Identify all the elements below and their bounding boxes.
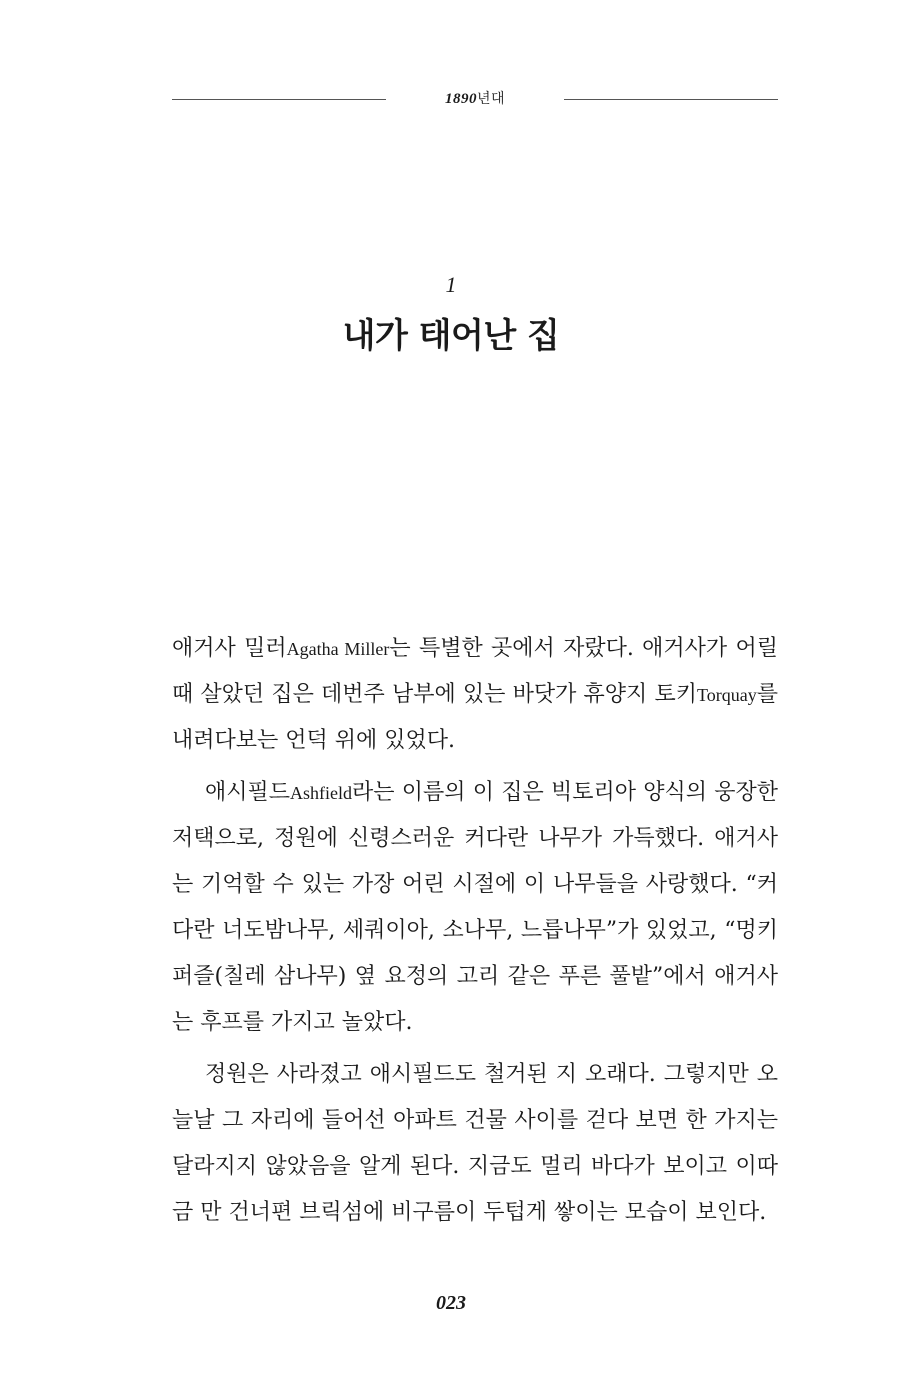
p2-text-c: 라는 이름의 이 집은 빅토리아 양식의 웅장한 저택으로, 정원에 신령스러운 커다란 나무가 가득했다. 애거사는 기억할 수 있는 가장 어린 시절에 이 나무들을 사랑했다. “커다란 너도밤나무, 세쿼이아, 소나무, 느릅나무”가 있었고, “멍키 퍼즐(칠레 삼나무) 옆 요정의 고리 같은 푸른 풀밭”에서 애거사는 후프를 가지고 놀았다. <box>172 780 778 1035</box>
chapter-number: 1 <box>445 272 457 297</box>
p2-latin-name: Ashfield <box>290 783 353 803</box>
chapter-title: 내가 태어난 집 <box>342 316 560 356</box>
p1-text-a: 애거사 밀러 <box>172 636 287 661</box>
page-number: 023 <box>436 1292 466 1314</box>
header-label <box>386 88 564 108</box>
running-header <box>172 86 778 114</box>
header-rule-left <box>172 99 386 100</box>
header-rule-right <box>564 99 778 100</box>
paragraph-3: 정원은 사라졌고 애시필드도 철거된 지 오래다. 그렇지만 오늘날 그 자리에 들어선 아파트 건물 사이를 걷다 보면 한 가지는 달라지지 않았음을 알게 된다. 지금도 멀리 바다가 보이고 이따금 만 건너편 브릭섬에 비구름이 두텁게 쌓이는 모습이 보인다. <box>172 1062 778 1225</box>
p1-text-c: 는 특별한 곳에서 자랐다. 애거사가 어릴 때 살았던 집은 데번주 남부에 있는 바닷가 휴양지 토키 <box>172 636 778 707</box>
p1-latin-place: Torquay <box>697 685 757 705</box>
p2-text-a: 애시필드 <box>205 780 291 805</box>
paragraph-1 <box>172 626 778 764</box>
p1-latin-name: Agatha Miller <box>286 639 390 659</box>
header-suffix: 년대 <box>476 91 506 107</box>
paragraph-2 <box>172 770 778 1046</box>
body-text <box>172 626 778 1242</box>
p1-text-e: 를 내려다보는 언덕 위에 있었다. <box>172 682 778 753</box>
header-year: 1890 <box>444 91 477 107</box>
